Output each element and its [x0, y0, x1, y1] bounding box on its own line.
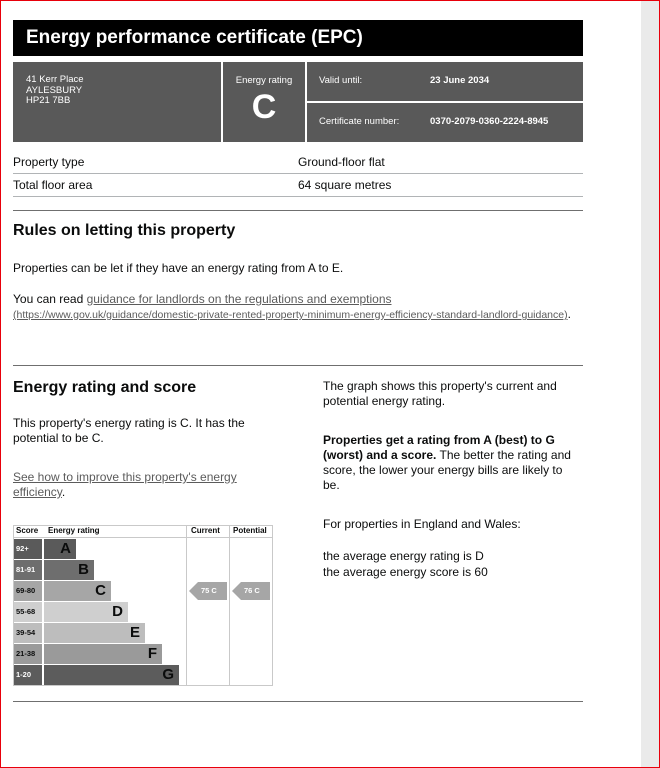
- floor-area-row: [13, 173, 583, 197]
- certificate-header: [13, 62, 583, 142]
- band-bar-a: A: [44, 539, 76, 559]
- band-bar-e: E: [44, 623, 145, 643]
- potential-rating-arrow: [232, 582, 270, 600]
- certificate-number-label: Certificate number:: [319, 116, 400, 127]
- floor-area-label: Total floor area: [13, 178, 93, 192]
- valid-until-value: 23 June 2034: [430, 75, 490, 86]
- chart-header-border: [13, 537, 273, 538]
- section-divider: [13, 210, 583, 211]
- page-title: Energy performance certificate (EPC): [13, 20, 583, 56]
- guidance-suffix: .: [567, 307, 571, 321]
- property-type-label: Property type: [13, 155, 85, 169]
- band-bar-g: G: [44, 665, 179, 685]
- energy-rating-letter: C: [251, 88, 277, 126]
- band-score-b: 81-91: [14, 560, 42, 580]
- chart-potential-divider: [229, 525, 230, 685]
- certificate-number-box: [307, 103, 583, 142]
- scrollbar[interactable]: [641, 1, 659, 767]
- potential-rating-arrow-label: 76 C: [244, 586, 260, 595]
- section-divider: [13, 365, 583, 366]
- band-score-d: 55-68: [14, 602, 42, 622]
- guidance-paragraph: [13, 292, 573, 323]
- score-paragraph: This property's energy rating is C. It has the potential to be C.: [13, 416, 245, 445]
- address-line: AYLESBURY: [26, 84, 83, 96]
- floor-area-value: 64 square metres: [298, 178, 392, 192]
- guidance-prefix: You can read: [13, 292, 87, 306]
- score-column-header: Score: [16, 526, 39, 535]
- england-wales-text: For properties in England and Wales:: [323, 517, 521, 531]
- band-score-g: 1-20: [14, 665, 42, 685]
- valid-until-box: [307, 62, 583, 101]
- current-column-header: Current: [191, 526, 220, 535]
- certificate-number-value: 0370-2079-0360-2224-8945: [430, 116, 549, 127]
- property-type-value: Ground-floor flat: [298, 155, 385, 169]
- improve-paragraph: [13, 470, 273, 500]
- band-score-a: 92+: [14, 539, 42, 559]
- chart-bottom-border: [13, 685, 273, 686]
- improve-efficiency-link[interactable]: See how to improve this property's energy efficiency: [13, 470, 237, 499]
- average-score-text: the average energy score is 60: [323, 565, 488, 579]
- valid-until-label: Valid until:: [319, 75, 363, 86]
- guidance-url[interactable]: (https://www.gov.uk/guidance/domestic-private-rented-property-minimum-energy-efficiency-standard-landlord-guidance): [13, 309, 568, 321]
- section-divider: [13, 701, 583, 702]
- band-bar-c: C: [44, 581, 111, 601]
- rating-explanation-bold: Properties get a rating from A (best) to G (worst) and a score.: [323, 433, 555, 462]
- score-heading: Energy rating and score: [13, 379, 197, 396]
- rating-explanation: [323, 433, 581, 493]
- address-line: HP21 7BB: [26, 95, 71, 106]
- letting-paragraph: Properties can be let if they have an energy rating from A to E.: [13, 261, 344, 275]
- rating-explanation-rest: The better the rating and score, the lower your energy bills are likely to be.: [323, 448, 571, 492]
- band-bar-d: D: [44, 602, 128, 622]
- current-rating-arrow-label: 75 C: [201, 586, 217, 595]
- address-line: 41 Kerr Place: [26, 74, 84, 85]
- band-bar-b: B: [44, 560, 94, 580]
- rating-column-header: Energy rating: [48, 526, 100, 535]
- potential-column-header: Potential: [233, 526, 267, 535]
- band-score-c: 69-80: [14, 581, 42, 601]
- energy-rating-chart: [13, 525, 273, 685]
- chart-right-border: [272, 525, 273, 685]
- chart-current-divider: [186, 525, 187, 685]
- band-bar-f: F: [44, 644, 162, 664]
- guidance-link[interactable]: guidance for landlords on the regulations and exemptions: [86, 292, 392, 306]
- energy-rating-box: [223, 62, 305, 142]
- energy-rating-label: Energy rating: [235, 75, 293, 86]
- letting-heading: Rules on letting this property: [13, 222, 236, 239]
- average-rating-text: the average energy rating is D: [323, 549, 484, 563]
- graph-description: The graph shows this property's current and potential energy rating.: [323, 379, 557, 408]
- improve-suffix: .: [61, 485, 66, 499]
- band-score-e: 39-54: [14, 623, 42, 643]
- current-rating-arrow: [189, 582, 227, 600]
- band-score-f: 21-38: [14, 644, 42, 664]
- property-type-row: [13, 150, 583, 174]
- address-box: [13, 62, 221, 142]
